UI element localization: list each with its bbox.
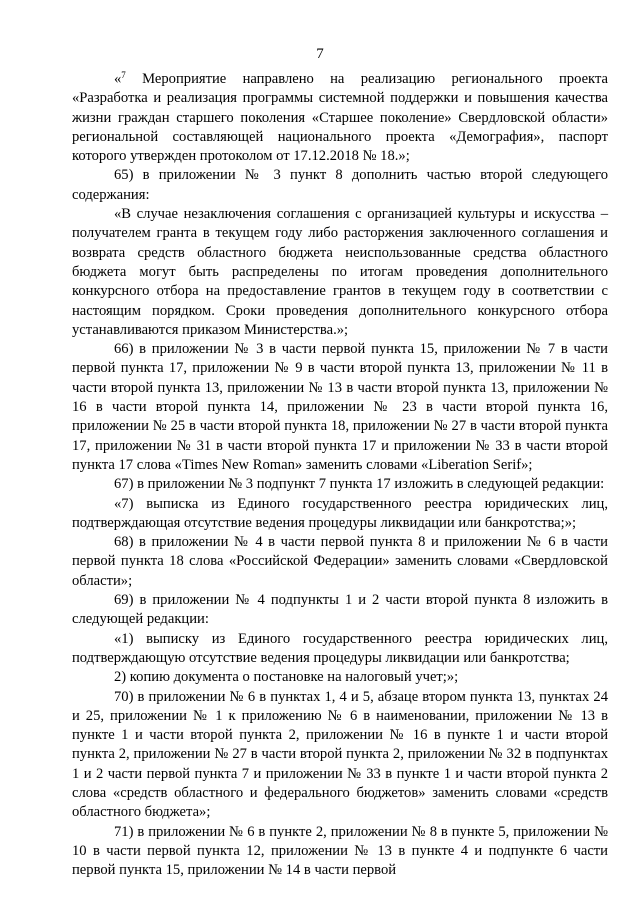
paragraph: 66) в приложении № 3 в части первой пункта 15, приложении № 7 в части первой пункта 17, приложении № 9 в части второй пункта 13, приложении № 11 в части второй пункта 13, приложении № 13 в части второй пункта 13, приложении № 16 в части второй пункта 14, приложении № 23 в части второй пункта 16, приложении № 25 в части второй пункта 18, приложении № 27 в части второй пункта 17, приложении № 31 в части второй пункта 17 и приложении № 33 в части второй пункта 17 слова «Times New Roman» заменить словами «Liberation Serif»; — [72, 341, 608, 473]
document-body — [72, 70, 608, 880]
paragraph: 65) в приложении № 3 пункт 8 дополнить частью второй следующего содержания: — [72, 167, 608, 203]
paragraph: 2) копию документа о постановке на налоговый учет;»; — [114, 669, 459, 686]
paragraph: «1) выписку из Единого государственного реестра юридических лиц, подтверждающую отсутствие ведения процедуры ликвидации или банкротства; — [72, 630, 608, 666]
paragraph: 71) в приложении № 6 в пункте 2, приложении № 8 в пункте 5, приложении № 10 в части первой пункта 12, приложении № 13 в пункте 4 и подпункте 6 части первой пункта 15, приложении № 14 в части первой — [72, 823, 608, 879]
paragraph: 69) в приложении № 4 подпункты 1 и 2 части второй пункта 8 изложить в следующей редакции: — [72, 592, 608, 628]
paragraph: «7) выписка из Единого государственного реестра юридических лиц, подтверждающая отсутствие ведения процедуры ликвидации или банкротства;»; — [72, 495, 608, 531]
footnote-ref: 7 — [121, 70, 126, 80]
page-number: 7 — [316, 46, 324, 62]
paragraph: 68) в приложении № 4 в части первой пункта 8 и приложении № 6 в части первой пункта 18 слова «Российской Федерации» заменить словами «Свердловской области»; — [72, 534, 608, 589]
paragraph-text: Мероприятие направлено на реализацию регионального проекта «Разработка и реализация программы системной поддержки и повышения качества жизни граждан старшего поколения «Старшее поколение» Свердловской области» региональной составляющей национального проекта «Демография», паспорт которого утвержден протоколом от 17.12.2018 № 18.»; — [72, 71, 608, 165]
paragraph: «В случае незаключения соглашения с организацией культуры и искусства – получателем гранта в текущем году либо расторжения заключенного соглашения и возврата средств областного бюджета неиспользованные средства областного бюджета могут быть распределены по итогам проведения дополнительного конкурсного отбора на предоставление грантов в текущем году в соответствии с настоящим порядком. Сроки проведения дополнительного конкурсного отбора устанавливаются приказом Министерства.»; — [72, 206, 608, 338]
paragraph: «$^7$ Мероприятие направлено на реализацию регионального проекта «Разработка и реализация программы системной поддержки и повышения качества жизни граждан старшего поколения «Старшее поколение» Свердловской области» региональной составляющей национального проекта «Демография», паспорт которого утвержден протоколом от 17.12.2018 № 18.»; — [72, 70, 608, 165]
paragraph: 70) в приложении № 6 в пунктах 1, 4 и 5, абзаце втором пункта 13, пунктах 24 и 25, приложении № 1 к приложению № 6 в наименовании, приложении № 13 в пункте 1 и части второй пункта 2, приложении № 16 в пункте 1 и части второй пункта 2, приложении № 27 в части второй пункта 2, приложении № 32 в подпунктах 1 и 2 части первой пункта 7 и приложении № 33 в пункте 1 и части второй пункта 2 слова «средств областного и федерального бюджетов» заменить словами «средств областного бюджета»; — [72, 688, 608, 821]
paragraph: 67) в приложении № 3 подпункт 7 пункта 17 изложить в следующей редакции: — [114, 476, 605, 493]
